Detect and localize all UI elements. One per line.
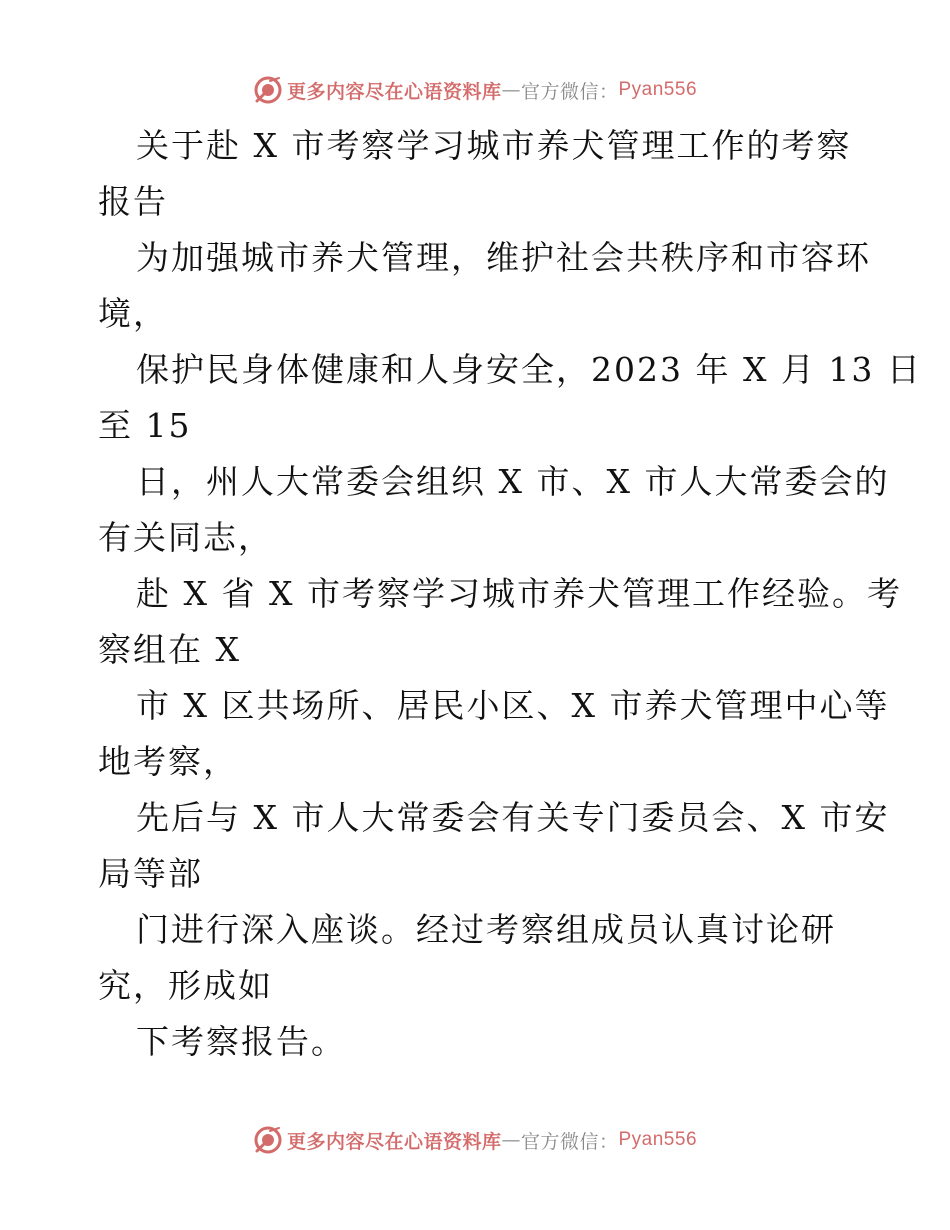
watermark-label: 官方微信： — [520, 80, 619, 103]
watermark-label: 官方微信： — [520, 1130, 619, 1153]
watermark-account: Pyan556 — [618, 1129, 698, 1150]
document-body — [98, 118, 922, 1070]
brand-logo-icon — [253, 75, 283, 105]
paragraph-line: 市 X 区共场所、居民小区、X 市养犬管理中心等 — [136, 686, 890, 725]
watermark-account: Pyan556 — [618, 79, 698, 100]
paragraph-line: 先后与 X 市人大常委会有关专门委员会、X 市安 — [136, 798, 890, 837]
paragraph-line: 下考察报告。 — [136, 1022, 346, 1061]
watermark-separator: — — [501, 1129, 521, 1151]
title-line-1: 关于赴 X 市考察学习城市养犬管理工作的考察 — [136, 126, 852, 165]
paragraph-line: 有关同志， — [98, 518, 273, 557]
paragraph-line: 地考察， — [98, 742, 238, 781]
paragraph-line: 赴 X 省 X 市考察学习城市养犬管理工作经验。考 — [136, 574, 902, 613]
brand-logo-icon — [253, 1125, 283, 1155]
paragraph-line: 察组在 X — [98, 630, 241, 669]
title-line-2: 报告 — [98, 182, 168, 221]
paragraph-line: 究，形成如 — [98, 966, 273, 1005]
header-watermark — [0, 70, 950, 110]
paragraph-line: 门进行深入座谈。经过考察组成员认真讨论研 — [136, 910, 836, 949]
paragraph-line: 至 15 — [98, 406, 192, 445]
watermark-brand: 更多内容尽在心语资料库 — [286, 80, 502, 103]
paragraph-line: 境， — [98, 294, 168, 333]
paragraph-line: 保护民身体健康和人身安全，2023 年 X 月 13 日 — [136, 350, 922, 389]
paragraph-line: 日，州人大常委会组织 X 市、X 市人大常委会的 — [136, 462, 890, 501]
paragraph-line: 为加强城市养犬管理，维护社会共秩序和市容环 — [136, 238, 871, 277]
footer-watermark — [0, 1120, 950, 1160]
paragraph-line: 局等部 — [98, 854, 203, 893]
watermark-separator: — — [501, 79, 521, 101]
watermark-brand: 更多内容尽在心语资料库 — [286, 1130, 502, 1153]
